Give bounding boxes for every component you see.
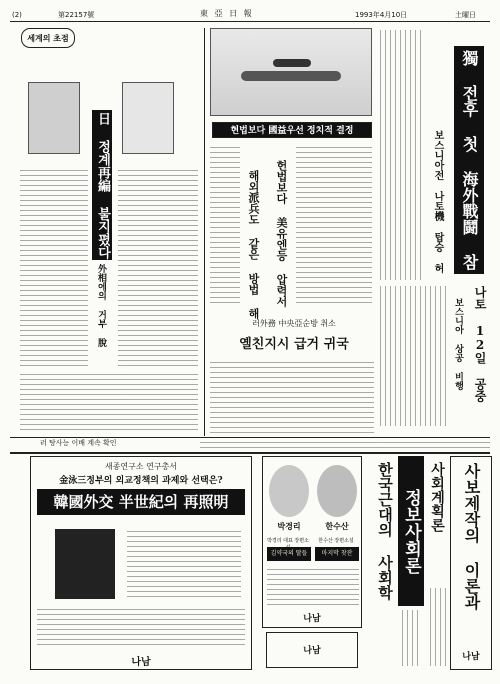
masthead-weekday: 土曜日: [455, 11, 476, 19]
headline-yeltsin: 옐친지시 급거 귀국: [239, 337, 349, 352]
author-photo-1: [269, 465, 309, 517]
article-body-japan-2: [118, 168, 198, 368]
boxed-headline-center: 현법보다 國益우선 정치적 결정: [212, 122, 372, 138]
ad-social-planning-body: [428, 588, 446, 666]
masthead-title: 東 亞 日 報: [200, 9, 254, 18]
ad-publisher: 나남: [131, 657, 151, 668]
ad-book-contents: [37, 607, 245, 647]
author-photo-2: [317, 465, 357, 517]
vertical-subheadline-nato: 보스니아 상공 비행: [453, 298, 463, 390]
page-number: (2): [12, 11, 22, 19]
column-rule: [204, 28, 205, 436]
aircraft-photo: [210, 28, 372, 116]
author-name-2: 한수산: [325, 521, 349, 531]
kicker-yeltsin: 러外務 中央亞순방 취소: [252, 319, 336, 328]
issue-number: 第22157號: [58, 11, 95, 19]
sociology-publisher: 나남: [303, 646, 321, 656]
article-body-nato: [378, 286, 446, 426]
strip-caption: 러 탕사능 이배 계속 확인: [40, 439, 117, 447]
article-body-germany: [378, 30, 424, 280]
ad-book-description: [127, 529, 241, 599]
article-body-japan-3: [20, 372, 198, 432]
vertical-subheadline-germany: 보스니아전 나토機 탑승 허: [432, 130, 443, 273]
ad-section-rule: [10, 452, 490, 454]
ad-series-label: 새종연구소 연구총서: [104, 462, 178, 471]
newsletter-publisher: 나남: [462, 652, 480, 662]
vertical-headline-japan: 日 정계再編 불지폈다: [92, 110, 112, 260]
ad-korean-diplomacy: [30, 456, 252, 670]
masthead-rule: [10, 21, 490, 22]
vertical-headline-germany: 獨 전후 첫 海外戰鬪 참: [454, 46, 484, 274]
ad-book-cover: [55, 529, 115, 599]
portrait-photo-left: [28, 82, 80, 154]
vertical-headline-center-b: 해외派兵도 같은 방법 해: [247, 170, 260, 319]
ad-social-planning-title: 사회계획론: [429, 462, 445, 532]
article-body-center-1: [210, 145, 240, 305]
portrait-sketch-right: [122, 82, 174, 154]
ad-newsletter-title: 사보제작의 이론과: [462, 463, 481, 610]
ad-question: 金泳三정부의 외교정책의 과제와 선택은?: [59, 476, 223, 486]
article-body-center-2: [296, 145, 372, 305]
masthead-date: 1993年4月10日: [355, 11, 408, 19]
ad-info-society-body: [400, 610, 422, 666]
ad-novels: [262, 456, 362, 628]
ad-book-title: 韓國外交 半世紀의 再照明: [37, 489, 245, 515]
book-label-1: 박경리 대표 장편소: [267, 538, 309, 544]
strip-body: [200, 440, 490, 450]
ad-sociology-box: [266, 632, 358, 668]
vertical-subheadline-japan: 外相에의 거부 脫: [96, 264, 106, 347]
vertical-headline-center-a: 헌법보다 美유엔등 압력서: [275, 160, 288, 307]
author-name-1: 박경리: [277, 521, 301, 531]
aircraft-fuselage: [241, 71, 341, 81]
ad-newsletter-production: [450, 456, 492, 670]
book-title-1: 김약국의 딸들: [267, 547, 311, 561]
article-body-japan-1: [20, 168, 88, 368]
book-label-2: 한수산 장편소설: [318, 538, 354, 544]
ad-info-society-title: 정보사회론: [398, 456, 424, 606]
feature-badge: 세계의 초점: [21, 28, 75, 48]
ad-sociology-title: 한국근대의 사회학: [376, 462, 394, 600]
vertical-headline-nato: 나토 12일 공중: [473, 286, 487, 402]
aircraft-radome: [273, 59, 311, 67]
novels-publisher: 나남: [303, 614, 321, 624]
novels-description: [267, 567, 359, 607]
strip-rule-top: [10, 437, 490, 438]
article-body-yeltsin: [210, 360, 374, 434]
book-title-2: 마지막 찻잔: [315, 547, 359, 561]
